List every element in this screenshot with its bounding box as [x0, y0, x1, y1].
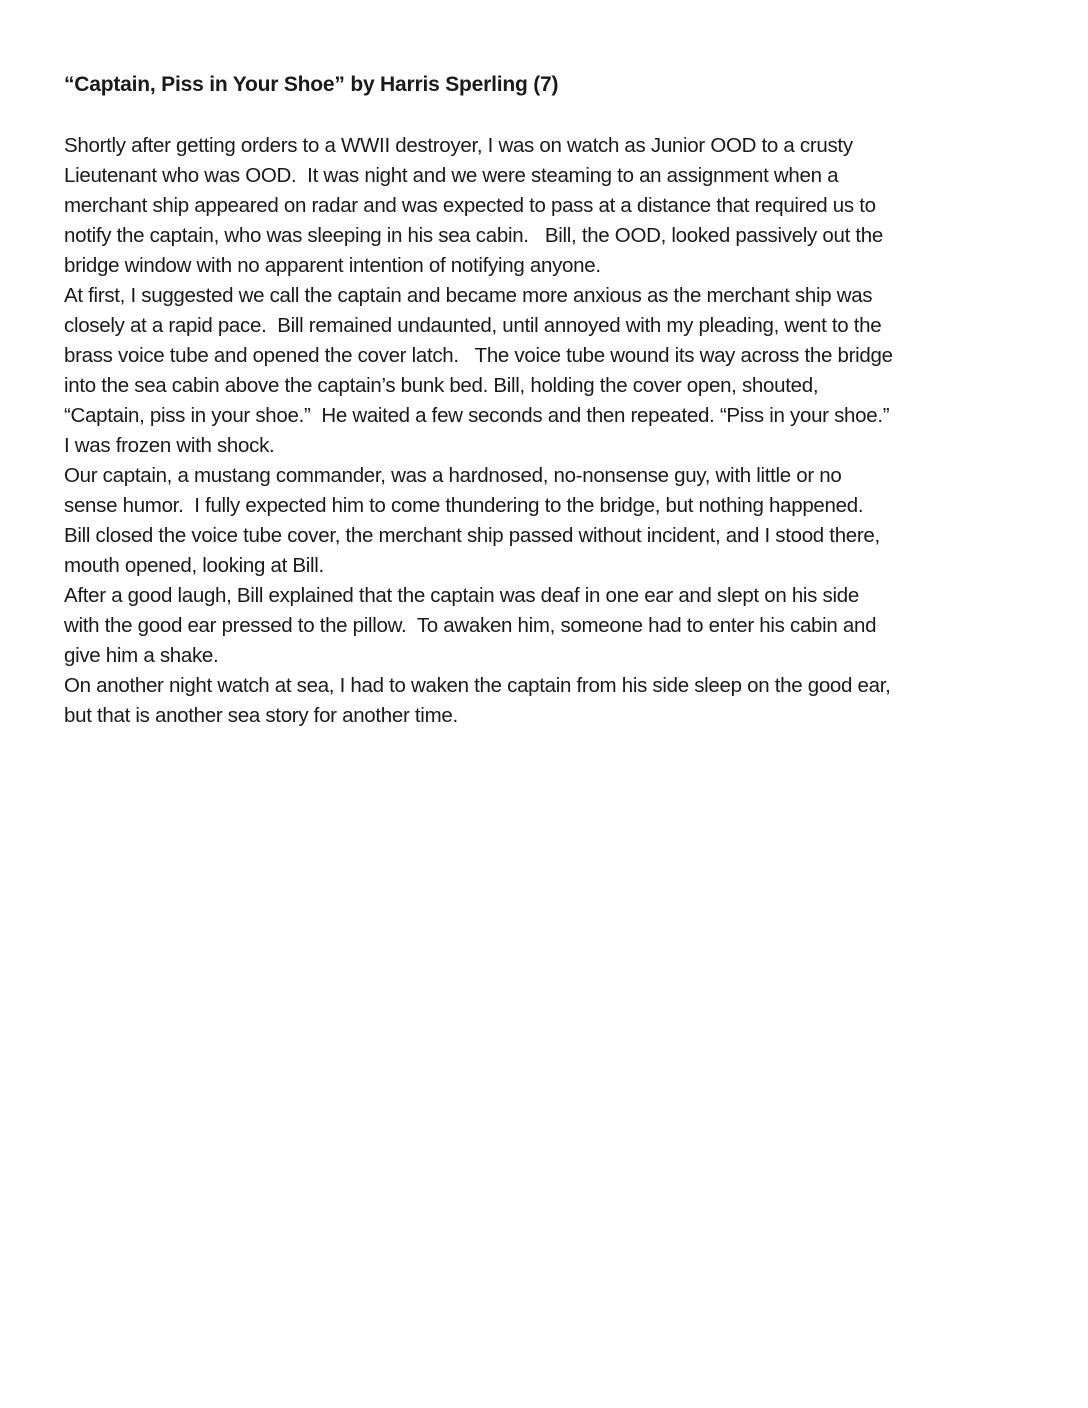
text-line: but that is another sea story for another time. [64, 704, 458, 727]
text-line: Our captain, a mustang commander, was a hardnosed, no-nonsense guy, with little or no [64, 464, 842, 487]
text-line: with the good ear pressed to the pillow. To awaken him, someone had to enter his cabin and [64, 614, 877, 637]
text-line: On another night watch at sea, I had to waken the captain from his side sleep on the good ear, [64, 674, 891, 697]
document-title: “Captain, Piss in Your Shoe” by Harris Sperling (7) [64, 73, 559, 96]
text-line: At first, I suggested we call the captain and became more anxious as the merchant ship was [64, 284, 873, 307]
text-line: notify the captain, who was sleeping in his sea cabin. Bill, the OOD, looked passively out the [64, 224, 883, 247]
text-line: “Captain, piss in your shoe.” He waited a few seconds and then repeated. “Piss in your shoe.” [64, 404, 890, 427]
text-line: into the sea cabin above the captain’s bunk bed. Bill, holding the cover open, shouted, [64, 374, 819, 397]
text-line: mouth opened, looking at Bill. [64, 554, 324, 577]
text-line: Bill closed the voice tube cover, the merchant ship passed without incident, and I stood there, [64, 524, 880, 547]
text-line: brass voice tube and opened the cover latch. The voice tube wound its way across the bridge [64, 344, 893, 367]
text-line: Lieutenant who was OOD. It was night and we were steaming to an assignment when a [64, 164, 839, 187]
text-line: give him a shake. [64, 644, 219, 667]
title-body-spacer [64, 100, 1028, 131]
text-line: After a good laugh, Bill explained that the captain was deaf in one ear and slept on his side [64, 584, 859, 607]
text-line: bridge window with no apparent intention of notifying anyone. [64, 254, 601, 277]
text-line: closely at a rapid pace. Bill remained undaunted, until annoyed with my pleading, went to the [64, 314, 882, 337]
text-line: I was frozen with shock. [64, 434, 275, 457]
document-content [64, 70, 1028, 731]
text-line: sense humor. I fully expected him to come thundering to the bridge, but nothing happened. [64, 494, 864, 517]
text-line: merchant ship appeared on radar and was expected to pass at a distance that required us to [64, 194, 876, 217]
text-line: Shortly after getting orders to a WWII destroyer, I was on watch as Junior OOD to a crusty [64, 134, 853, 157]
